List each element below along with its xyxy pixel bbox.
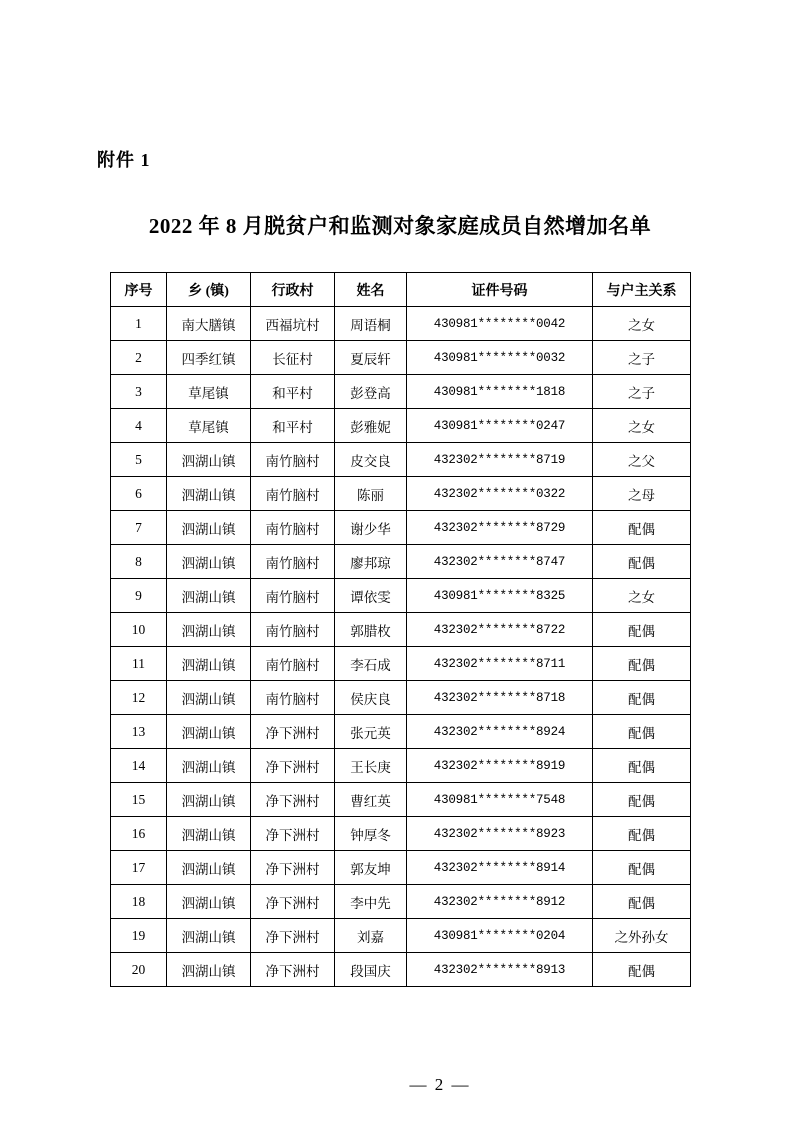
- page-title: 2022 年 8 月脱贫户和监测对象家庭成员自然增加名单: [148, 214, 652, 238]
- cell-relation: 之母: [593, 477, 691, 511]
- cell-relation: 配偶: [593, 613, 691, 647]
- cell-id-number: 432302********8747: [407, 545, 593, 579]
- table-body: [111, 307, 691, 987]
- cell-township: 泗湖山镇: [167, 443, 251, 477]
- name-list-table-wrapper: [110, 272, 690, 987]
- cell-relation: 配偶: [593, 681, 691, 715]
- table-row: [111, 783, 691, 817]
- cell-id-number: 432302********8729: [407, 511, 593, 545]
- column-header-village: 行政村: [251, 273, 335, 307]
- cell-village: 南竹脑村: [251, 613, 335, 647]
- column-header-id-number: 证件号码: [407, 273, 593, 307]
- cell-id-number: 432302********8919: [407, 749, 593, 783]
- cell-relation: 之子: [593, 341, 691, 375]
- cell-township: 泗湖山镇: [167, 919, 251, 953]
- cell-village: 净下洲村: [251, 817, 335, 851]
- cell-village: 净下洲村: [251, 953, 335, 987]
- cell-id-number: 432302********8912: [407, 885, 593, 919]
- table-row: [111, 681, 691, 715]
- cell-name: 周语桐: [335, 307, 407, 341]
- cell-village: 和平村: [251, 409, 335, 443]
- cell-id-number: 432302********8914: [407, 851, 593, 885]
- cell-village: 净下洲村: [251, 919, 335, 953]
- table-row: [111, 953, 691, 987]
- cell-village: 南竹脑村: [251, 477, 335, 511]
- cell-township: 南大膳镇: [167, 307, 251, 341]
- cell-id-number: 432302********8923: [407, 817, 593, 851]
- cell-name: 张元英: [335, 715, 407, 749]
- table-row: [111, 375, 691, 409]
- column-header-name: 姓名: [335, 273, 407, 307]
- table-row: [111, 919, 691, 953]
- cell-relation: 之父: [593, 443, 691, 477]
- cell-name: 刘嘉: [335, 919, 407, 953]
- cell-village: 净下洲村: [251, 885, 335, 919]
- table-row: [111, 579, 691, 613]
- cell-sequence: 4: [111, 409, 167, 443]
- cell-name: 谢少华: [335, 511, 407, 545]
- cell-name: 谭依雯: [335, 579, 407, 613]
- cell-id-number: 432302********0322: [407, 477, 593, 511]
- cell-relation: 之外孙女: [593, 919, 691, 953]
- cell-name: 彭登高: [335, 375, 407, 409]
- table-row: [111, 511, 691, 545]
- cell-sequence: 10: [111, 613, 167, 647]
- cell-village: 和平村: [251, 375, 335, 409]
- column-header-township: 乡 (镇): [167, 273, 251, 307]
- cell-relation: 配偶: [593, 817, 691, 851]
- cell-sequence: 3: [111, 375, 167, 409]
- cell-township: 草尾镇: [167, 409, 251, 443]
- cell-township: 泗湖山镇: [167, 545, 251, 579]
- cell-township: 泗湖山镇: [167, 511, 251, 545]
- cell-sequence: 11: [111, 647, 167, 681]
- cell-relation: 之女: [593, 409, 691, 443]
- table-row: [111, 817, 691, 851]
- cell-id-number: 430981********0247: [407, 409, 593, 443]
- table-header-row: [111, 273, 691, 307]
- cell-relation: 配偶: [593, 647, 691, 681]
- cell-relation: 配偶: [593, 953, 691, 987]
- cell-name: 王长庚: [335, 749, 407, 783]
- cell-sequence: 8: [111, 545, 167, 579]
- table-row: [111, 545, 691, 579]
- cell-sequence: 6: [111, 477, 167, 511]
- table-row: [111, 647, 691, 681]
- cell-village: 南竹脑村: [251, 579, 335, 613]
- cell-township: 泗湖山镇: [167, 579, 251, 613]
- cell-sequence: 2: [111, 341, 167, 375]
- cell-township: 泗湖山镇: [167, 647, 251, 681]
- cell-township: 泗湖山镇: [167, 477, 251, 511]
- cell-sequence: 19: [111, 919, 167, 953]
- cell-township: 泗湖山镇: [167, 613, 251, 647]
- cell-name: 李石成: [335, 647, 407, 681]
- table-row: [111, 443, 691, 477]
- cell-name: 李中先: [335, 885, 407, 919]
- column-header-sequence: 序号: [111, 273, 167, 307]
- table-row: [111, 851, 691, 885]
- cell-sequence: 16: [111, 817, 167, 851]
- cell-relation: 之女: [593, 579, 691, 613]
- cell-sequence: 7: [111, 511, 167, 545]
- table-row: [111, 307, 691, 341]
- cell-relation: 配偶: [593, 851, 691, 885]
- cell-id-number: 430981********1818: [407, 375, 593, 409]
- cell-relation: 配偶: [593, 511, 691, 545]
- cell-name: 皮交良: [335, 443, 407, 477]
- cell-id-number: 432302********8719: [407, 443, 593, 477]
- cell-sequence: 17: [111, 851, 167, 885]
- cell-sequence: 5: [111, 443, 167, 477]
- table-row: [111, 885, 691, 919]
- cell-id-number: 430981********0032: [407, 341, 593, 375]
- cell-name: 陈丽: [335, 477, 407, 511]
- cell-name: 郭友坤: [335, 851, 407, 885]
- cell-relation: 配偶: [593, 545, 691, 579]
- cell-village: 长征村: [251, 341, 335, 375]
- cell-name: 彭雅妮: [335, 409, 407, 443]
- cell-id-number: 432302********8924: [407, 715, 593, 749]
- column-header-relation: 与户主关系: [593, 273, 691, 307]
- cell-village: 南竹脑村: [251, 511, 335, 545]
- cell-village: 西福坑村: [251, 307, 335, 341]
- cell-township: 泗湖山镇: [167, 715, 251, 749]
- cell-sequence: 14: [111, 749, 167, 783]
- cell-township: 泗湖山镇: [167, 885, 251, 919]
- cell-name: 夏辰轩: [335, 341, 407, 375]
- cell-village: 南竹脑村: [251, 545, 335, 579]
- cell-sequence: 20: [111, 953, 167, 987]
- table-row: [111, 749, 691, 783]
- cell-id-number: 432302********8913: [407, 953, 593, 987]
- cell-village: 南竹脑村: [251, 443, 335, 477]
- table-row: [111, 715, 691, 749]
- cell-sequence: 18: [111, 885, 167, 919]
- cell-township: 泗湖山镇: [167, 851, 251, 885]
- cell-id-number: 430981********0204: [407, 919, 593, 953]
- cell-township: 泗湖山镇: [167, 749, 251, 783]
- cell-village: 净下洲村: [251, 851, 335, 885]
- cell-relation: 之子: [593, 375, 691, 409]
- cell-sequence: 9: [111, 579, 167, 613]
- cell-township: 泗湖山镇: [167, 783, 251, 817]
- page-number: [0, 1075, 800, 1095]
- cell-township: 泗湖山镇: [167, 681, 251, 715]
- cell-village: 净下洲村: [251, 783, 335, 817]
- table-row: [111, 477, 691, 511]
- table-row: [111, 341, 691, 375]
- name-list-table: [110, 272, 691, 987]
- cell-sequence: 13: [111, 715, 167, 749]
- cell-village: 南竹脑村: [251, 681, 335, 715]
- cell-name: 郭腊枚: [335, 613, 407, 647]
- cell-township: 草尾镇: [167, 375, 251, 409]
- cell-id-number: 432302********8718: [407, 681, 593, 715]
- attachment-label: 附件 1: [97, 150, 151, 170]
- cell-village: 南竹脑村: [251, 647, 335, 681]
- cell-id-number: 430981********0042: [407, 307, 593, 341]
- page-number-text: — 2 —: [409, 1075, 471, 1094]
- cell-relation: 之女: [593, 307, 691, 341]
- cell-id-number: 430981********8325: [407, 579, 593, 613]
- cell-id-number: 432302********8711: [407, 647, 593, 681]
- cell-name: 廖邦琼: [335, 545, 407, 579]
- table-row: [111, 613, 691, 647]
- cell-township: 四季红镇: [167, 341, 251, 375]
- cell-name: 钟厚冬: [335, 817, 407, 851]
- cell-township: 泗湖山镇: [167, 953, 251, 987]
- cell-township: 泗湖山镇: [167, 817, 251, 851]
- cell-id-number: 432302********8722: [407, 613, 593, 647]
- cell-relation: 配偶: [593, 715, 691, 749]
- cell-id-number: 430981********7548: [407, 783, 593, 817]
- cell-relation: 配偶: [593, 783, 691, 817]
- table-row: [111, 409, 691, 443]
- cell-village: 净下洲村: [251, 715, 335, 749]
- cell-name: 段国庆: [335, 953, 407, 987]
- cell-sequence: 12: [111, 681, 167, 715]
- cell-name: 侯庆良: [335, 681, 407, 715]
- cell-sequence: 1: [111, 307, 167, 341]
- cell-sequence: 15: [111, 783, 167, 817]
- cell-relation: 配偶: [593, 885, 691, 919]
- cell-village: 净下洲村: [251, 749, 335, 783]
- cell-name: 曹红英: [335, 783, 407, 817]
- cell-relation: 配偶: [593, 749, 691, 783]
